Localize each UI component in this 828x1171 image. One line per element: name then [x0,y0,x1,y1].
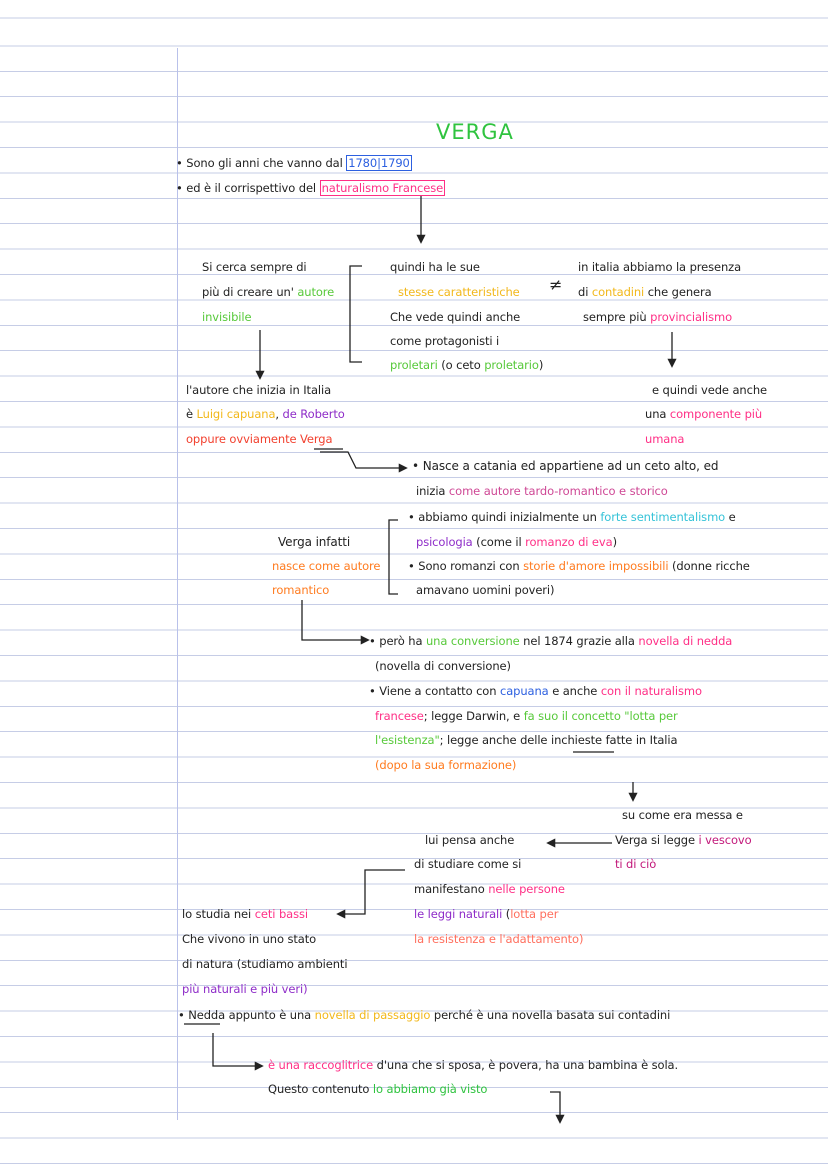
right-line-1: in italia abbiamo la presenza [578,260,742,274]
catania-line-1: • Nasce a catania ed appartiene ad un ceto alto, ed [412,459,719,473]
mid-paren: ) [538,358,544,372]
stud-paren: ( [502,907,511,921]
conv-darwin: ; legge Darwin, e [423,709,524,723]
stud-persone: nelle persone [488,882,565,896]
mid-line-2: stesse caratteristiche [398,285,520,299]
ceti-line-4: più naturali e più veri) [182,982,308,996]
right-contadini: contadini [591,285,645,299]
arrow-verga-to-catania [320,452,406,468]
ceti-line-2: Che vivono in uno stato [182,932,317,946]
right-text: di [578,285,592,299]
stud-manifestano: manifestano [414,882,489,896]
right-provincialismo: provincialismo [650,310,733,324]
nedda-nedda: Nedda [188,1008,226,1022]
intro-naturalismo: naturalismo Francese [321,181,444,195]
sent-line-3: • Sono romanzi con storie d'amore impossibili (donne ricche [408,559,750,573]
mid-proletario: proletario [484,358,539,372]
left-line-3: invisibile [202,310,252,324]
arrow-nedda-down [213,1033,262,1066]
bracket-romantico [389,520,398,594]
left-autore: autore [297,285,335,299]
stud-lotta: lotta per [510,907,559,921]
stud-line-4 [414,907,558,921]
conv-text-3: Viene a contatto con [379,684,500,698]
sent-psicologia: psicologia [416,535,473,549]
catania-text: Nasce a catania ed appartiene ad un ceto alto, ed [422,459,719,473]
left-text: più di creare un' [202,285,298,299]
verga-infatti-line-3: romantico [272,583,330,597]
intro-text: Sono gli anni che vanno dal [186,156,347,170]
conv-formazione: (dopo la sua formazione) [375,758,517,772]
nedda-line-3 [268,1082,487,1096]
arrow-romantico-to-conversione [302,600,368,640]
mid-line-3: Che vede quindi anche [390,310,521,324]
sent-line-2 [416,535,617,549]
verga-infatti-line-2: nasce come autore [272,559,381,573]
mid-line-1: quindi ha le sue [390,260,480,274]
autori-de-roberto: de Roberto [282,407,345,421]
umana-text: una [645,407,670,421]
vesc-line-2 [615,833,752,847]
stud-line-3 [414,882,565,896]
autori-capuana: Luigi capuana [196,407,276,421]
stud-line-2: di studiare come si [414,857,522,871]
autori-text: è [186,407,197,421]
conv-novella-nedda: novella di nedda [638,634,733,648]
ceti-line-1 [182,907,308,921]
conv-text-2: nel 1874 grazie alla [519,634,639,648]
intro-text-2: ed è il corrispettivo del [186,181,320,195]
nedda-contenuto: Questo contenuto [268,1082,373,1096]
sent-storie-amore: storie d'amore impossibili [523,559,669,573]
vesc-line-3: ti di ciò [615,857,657,871]
intro-line-2: • ed è il corrispettivo del naturalismo Francese [176,181,444,195]
conv-francese: francese [375,709,424,723]
intro-line-1: • Sono gli anni che vanno dal 1780|1790 [176,156,410,170]
right-line-2 [578,285,712,299]
umana-line-3: umana [645,432,685,446]
vesc-line-1: su come era messa e [622,808,743,822]
page-title: VERGA [436,120,514,144]
umana-line-2 [645,407,762,421]
mid-proletari: proletari [390,358,438,372]
sent-sentimentalismo: forte sentimentalismo [600,510,726,524]
conv-line-1: • però ha una conversione nel 1874 grazie alla novella di nedda [369,634,733,648]
nedda-line-1: • Nedda appunto è una novella di passaggio perché è una novella basata sui contadini [178,1008,671,1022]
autori-line-3: oppure ovviamente Verga [186,432,333,446]
nedda-contadini: perché è una novella basata sui contadini [430,1008,671,1022]
nedda-text-2: d'una che si sposa, è povera, ha una bambina è sola. [373,1058,679,1072]
mid-text: (o ceto [437,358,485,372]
sent-text: abbiamo quindi inizialmente un [418,510,601,524]
vesc-vescovo: i vescovo [698,833,752,847]
stud-leggi: le leggi naturali [414,907,503,921]
left-line-1: Si cerca sempre di [202,260,307,274]
conv-inchieste: inchieste [550,733,603,747]
sent-line-4: amavano uomini poveri) [416,583,555,597]
stud-line-5: la resistenza e l'adattamento) [414,932,584,946]
catania-inizia: inizia [416,484,449,498]
conv-line-5 [375,733,677,747]
nedda-passaggio: novella di passaggio [314,1008,431,1022]
stud-line-1: lui pensa anche [425,833,515,847]
sent-line-1: • abbiamo quindi inizialmente un forte sentimentalismo e [408,510,736,524]
umana-line-1: e quindi vede anche [652,383,767,397]
conv-capuana: capuana [499,684,549,698]
mid-line-5 [390,358,543,372]
bracket-mid [350,266,362,362]
conv-una-conversione: una conversione [425,634,520,648]
arrow-lui-to-ceti [338,870,405,914]
conv-italia: fatte in Italia [602,733,678,747]
ceti-text: lo studia nei [182,907,255,921]
sent-donne: (donne ricche [668,559,750,573]
sent-e: e [725,510,736,524]
right-text-3: sempre più [583,310,651,324]
conv-text-5: ; legge anche delle [439,733,551,747]
conv-naturalismo: con il naturalismo [600,684,702,698]
nedda-line-2 [268,1058,678,1072]
mid-line-4: come protagonisti i [390,334,500,348]
conv-line-3: • Viene a contatto con capuana e anche con il naturalismo [369,684,702,698]
vesc-text: Verga si legge [615,833,699,847]
sent-romanzo-eva: romanzo di eva [525,535,613,549]
not-equal-sign: ≠ [549,275,563,294]
right-line-3 [583,310,732,324]
nedda-gia-visto: lo abbiamo già visto [372,1082,488,1096]
right-text-2: che genera [644,285,712,299]
intro-years: 1780|1790 [348,156,410,170]
conv-lotta: fa suo il concetto "lotta per [523,709,678,723]
left-line-2 [202,285,334,299]
ceti-bassi: ceti bassi [254,907,308,921]
arrow-final [550,1092,560,1122]
nedda-raccoglitrice: è una raccoglitrice [268,1058,374,1072]
conv-text: però ha [379,634,426,648]
nedda-text: appunto è una [225,1008,315,1022]
autori-line-2 [186,407,345,421]
conv-line-6 [375,758,516,772]
autori-comma: , [275,407,283,421]
conv-line-2: (novella di conversione) [375,659,511,673]
catania-tardo-romantico: come autore tardo-romantico e storico [448,484,668,498]
catania-line-2 [416,484,668,498]
ceti-line-3: di natura (studiamo ambienti [182,957,348,971]
conv-line-4 [375,709,678,723]
autori-line-1: l'autore che inizia in Italia [186,383,332,397]
conv-esistenza: l'esistenza" [375,733,440,747]
sent-text-2: (come il [472,535,526,549]
umana-componente: componente più [669,407,763,421]
conv-text-4: e anche [548,684,601,698]
sent-paren: ) [612,535,617,549]
verga-infatti-line-1: Verga infatti [278,535,351,549]
sent-text-3: Sono romanzi con [418,559,524,573]
